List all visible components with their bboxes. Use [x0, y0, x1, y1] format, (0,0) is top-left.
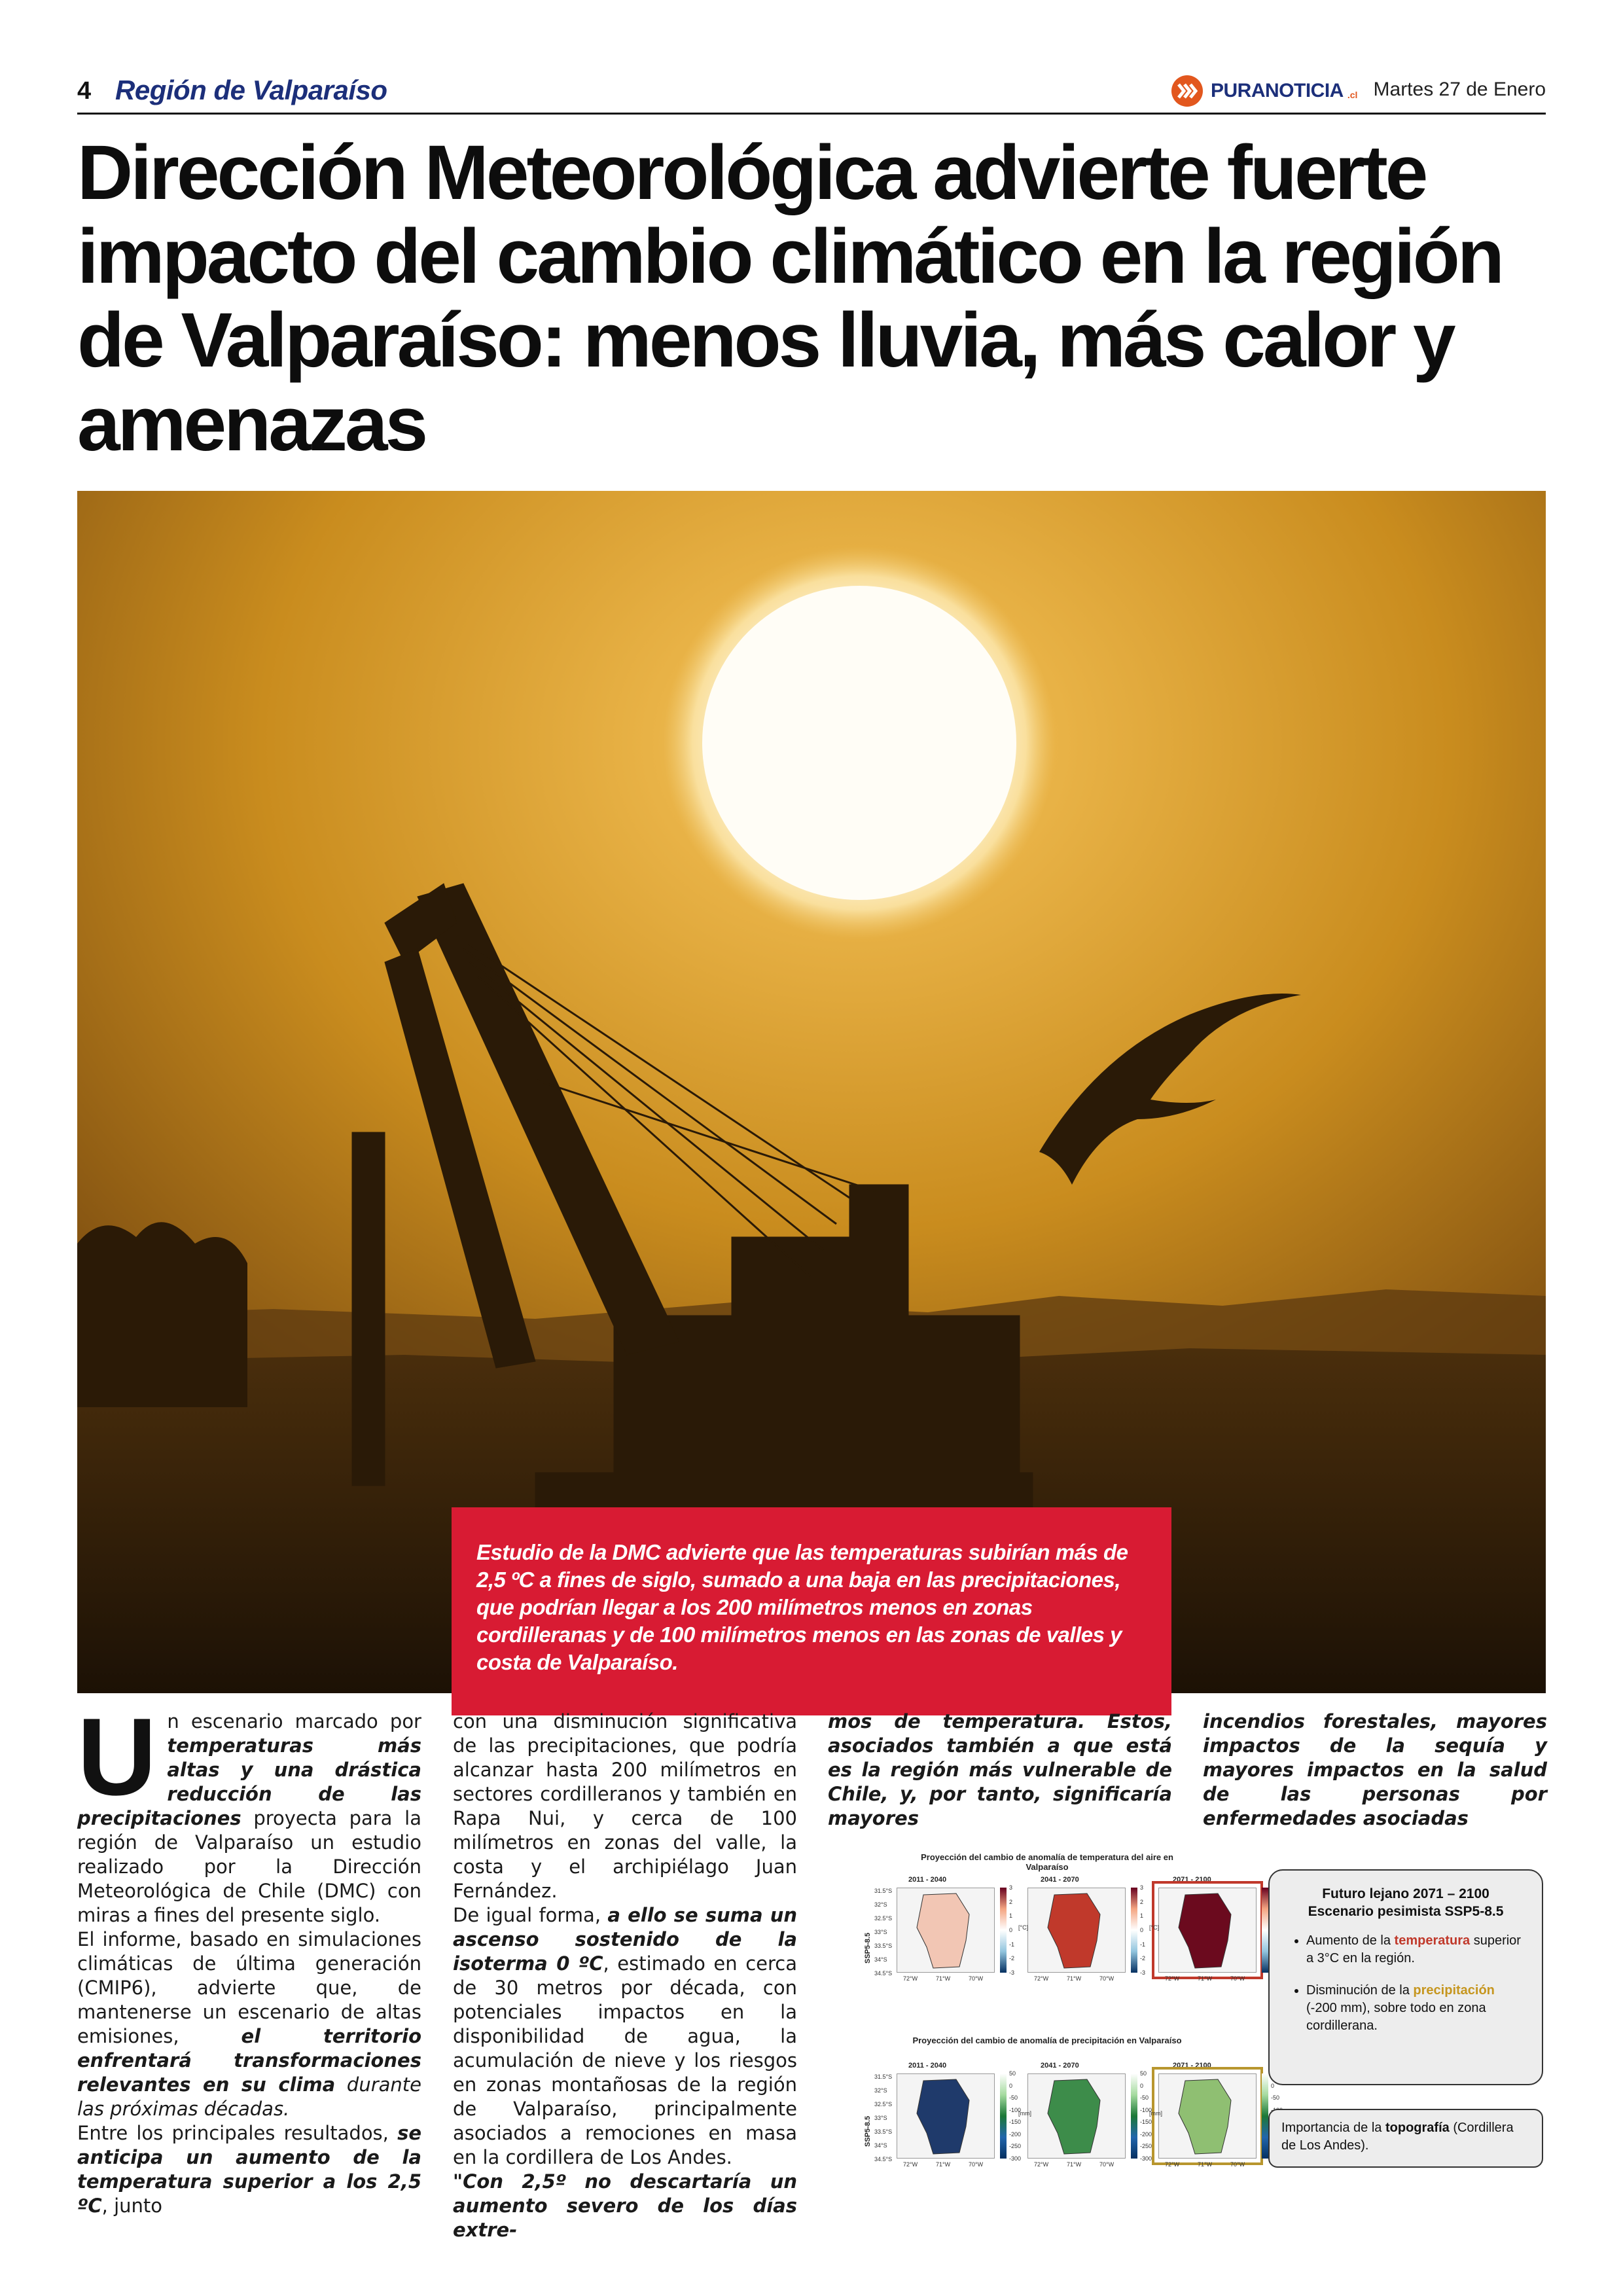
text-span: Aumento de la	[1306, 1933, 1395, 1948]
period-label: 2011 - 2040	[908, 1876, 947, 1884]
temp-map-2011-2040	[897, 1888, 995, 1973]
temperature-scale-tick: 0	[1009, 1927, 1013, 1933]
period-label: 2011 - 2040	[908, 2062, 947, 2070]
longitude-tick: 70°W	[1099, 1975, 1115, 1982]
article-quote	[453, 2170, 797, 2242]
longitude-tick: 70°W	[1230, 1975, 1245, 1982]
latitude-tick: 34°S	[874, 1956, 887, 1963]
article-paragraph	[77, 2121, 421, 2218]
precipitation-scale-tick: -100	[1140, 2106, 1152, 2113]
temperature-scale-tick: 1	[1009, 1912, 1013, 1920]
emphasis: el territorio enfrentará transformaciones relevantes en su clima	[77, 2025, 421, 2096]
temperature-colorbar	[1000, 1888, 1007, 1973]
temperature-scale-tick: -2	[1140, 1955, 1146, 1962]
article-paragraph	[77, 1695, 421, 1928]
latitude-tick: 31.5°S	[874, 1888, 893, 1894]
precip-map-2011-2040	[897, 2073, 995, 2159]
article-column-2	[453, 1710, 797, 2242]
temperature-colorbar	[1262, 1888, 1268, 1973]
emphasis: topografía	[1385, 2121, 1450, 2135]
photo-caption: Estudio de la DMC advierte que las temperaturas subirían más de 2,5 ºC a fines de siglo, sumado a una baja en las precipitaciones, que podrían llegar a los 200 milímetros menos en zonas cordilleranas y de 100 milímetros menos en las zonas de valles y costa de Valparaíso.	[476, 1540, 1128, 1674]
dropcap: U	[77, 1695, 157, 1818]
temp-map-2041-2070	[1027, 1888, 1126, 1973]
brand-logo	[1171, 75, 1357, 107]
emphasis: "Con 2,5º no descartaría un aumento severo de los días extre-	[453, 2170, 797, 2241]
page-number: 4	[77, 77, 92, 105]
temperature-scale-tick: 1	[1140, 1912, 1144, 1920]
latitude-tick: 34.5°S	[874, 2156, 893, 2162]
brand-name: PURANOTICIA	[1211, 80, 1344, 101]
future-scenario-box	[1268, 1869, 1543, 2085]
precipitation-scale-tick: -300	[1140, 2155, 1152, 2162]
latitude-tick: 33.5°S	[874, 2128, 893, 2135]
precipitation-scale-tick: -200	[1140, 2130, 1152, 2138]
precipitation-scale-tick: 50	[1140, 2070, 1147, 2077]
longitude-tick: 71°W	[936, 2161, 951, 2168]
precipitation-scale-tick: -250	[1009, 2143, 1022, 2150]
brand-tld: .cl	[1347, 90, 1358, 100]
emphasis: mos de temperatura. Estos, asociados también a que está es la región más vulnerable de Chile, y, por tanto, significaría mayores	[828, 1710, 1172, 1829]
precipitation-colorbar	[1131, 2073, 1137, 2159]
article-paragraph	[453, 1903, 797, 2170]
temperature-figure-title: Proyección del cambio de anomalía de temperatura del aire en Valparaíso	[921, 1852, 1173, 1872]
issue-date: Martes 27 de Enero	[1373, 79, 1546, 100]
scenario-label: SSP5-8.5	[864, 1932, 872, 1964]
temperature-scale-tick: 3	[1009, 1884, 1013, 1891]
highlight-temperature: temperatura	[1394, 1933, 1471, 1948]
text-span: (-200 mm), sobre todo en zona cordillerana.	[1306, 2001, 1486, 2033]
longitude-tick: 71°W	[936, 1975, 951, 1982]
longitude-tick: 72°W	[903, 2161, 918, 2168]
text-span: superior a 3°C en la región.	[1306, 1933, 1521, 1965]
precip-map-2071-2100	[1158, 2073, 1257, 2159]
longitude-tick: 71°W	[1067, 2161, 1082, 2168]
text-span: El informe, basado en simulaciones climáticas de última generación (CMIP6), advierte que, de mantenerse un escenario de altas emisiones,	[77, 1928, 421, 2047]
temperature-scale-tick: 0	[1140, 1927, 1144, 1933]
longitude-tick: 72°W	[903, 1975, 918, 1982]
colorbar-unit: [mm]	[1018, 2110, 1031, 2117]
precipitation-scale-tick: -150	[1140, 2119, 1152, 2126]
header-rule	[77, 113, 1546, 115]
longitude-tick: 71°W	[1067, 1975, 1082, 1982]
text-span: De igual forma,	[453, 1904, 608, 1926]
longitude-tick: 71°W	[1198, 1975, 1213, 1982]
text-span: , estimado en cerca de 30 metros por década, con potenciales impactos en la disponibilidad de agua, la acumulación de nieve y los riesgos en zonas montañosas de la región de Valparaíso, principalmente asociados a remociones en masa en la cordillera de Los Andes.	[453, 1952, 797, 2168]
longitude-tick: 70°W	[969, 1975, 984, 1982]
precipitation-scale-tick: -300	[1009, 2155, 1022, 2162]
article-column-4	[1203, 1710, 1547, 1831]
article-paragraph	[1203, 1710, 1547, 1831]
highlight-precipitation: precipitación	[1413, 1983, 1495, 1998]
period-label: 2071 - 2100	[1173, 2062, 1211, 2070]
latitude-tick: 32.5°S	[874, 2101, 893, 2108]
future-item-temperature	[1306, 1932, 1522, 1967]
precipitation-colorbar	[1000, 2073, 1007, 2159]
future-box-title	[1289, 1885, 1522, 1920]
article-column-3	[828, 1710, 1172, 1831]
precipitation-scale-tick: 0	[1140, 2082, 1144, 2089]
precipitation-scale-tick: 50	[1009, 2070, 1016, 2077]
precipitation-scale-tick: -100	[1009, 2106, 1022, 2113]
text-span: Importancia de la	[1281, 2121, 1385, 2135]
longitude-tick: 70°W	[1230, 2161, 1245, 2168]
precipitation-scale-tick: -150	[1009, 2119, 1022, 2126]
latitude-tick: 33.5°S	[874, 1943, 893, 1949]
longitude-tick: 72°W	[1165, 1975, 1180, 1982]
text-span: proyecta para la región de Valparaíso un estudio realizado por la Dirección Meteorológica de Chile (DMC) con miras a fines del presente siglo.	[77, 1807, 421, 1926]
article-paragraph: con una disminución significativa de las precipitaciones, que podría alcanzar hasta 200 milímetros en sectores cordilleranos y también en Rapa Nui, y cerca de 100 milímetros en zonas del valle, la costa y el archipiélago Juan Fernández.	[453, 1710, 797, 1902]
longitude-tick: 72°W	[1165, 2161, 1180, 2168]
precipitation-colorbar	[1262, 2073, 1268, 2159]
scenario-label: SSP5-8.5	[864, 2115, 872, 2147]
topography-note-box	[1268, 2109, 1543, 2168]
latitude-tick: 32.5°S	[874, 1915, 893, 1922]
emphasis: incendios forestales, mayores impactos de la sequía y mayores impactos en la salud de las personas por enfermedades asociadas	[1203, 1710, 1547, 1829]
precipitation-scale-tick: -250	[1140, 2143, 1152, 2150]
longitude-tick: 72°W	[1034, 2161, 1049, 2168]
period-label: 2071 - 2100	[1173, 1876, 1211, 1884]
latitude-tick: 34°S	[874, 2142, 887, 2149]
precipitation-scale-tick: -50	[1140, 2094, 1149, 2102]
period-label: 2041 - 2070	[1041, 2062, 1079, 2070]
precipitation-scale-tick: 0	[1009, 2082, 1013, 2089]
text-span: n escenario marcado por	[167, 1710, 421, 1732]
temperature-scale-tick: 2	[1140, 1898, 1144, 1905]
precipitation-figure-title: Proyección del cambio de anomalía de precipitación en Valparaíso	[912, 2036, 1182, 2045]
emphasis: se anticipa un aumento de la temperatura superior a los 2,5 ºC	[77, 2122, 421, 2217]
text-span: Entre los principales resultados,	[77, 2122, 398, 2144]
future-title-line: Escenario pesimista SSP5-8.5	[1308, 1904, 1504, 1919]
longitude-tick: 70°W	[969, 2161, 984, 2168]
temperature-scale-tick: -1	[1140, 1941, 1146, 1948]
text-span: (Cordillera de Los Andes).	[1281, 2121, 1514, 2153]
headline: Dirección Meteorológica advierte fuerte impacto del cambio climático en la región de Valparaíso: menos lluvia, más calor y amenazas	[77, 130, 1502, 467]
temperature-scale-tick: -3	[1140, 1969, 1146, 1976]
latitude-tick: 32°S	[874, 1901, 887, 1908]
longitude-tick: 70°W	[1099, 2161, 1115, 2168]
text-span: Disminución de la	[1306, 1983, 1414, 1998]
temperature-scale-tick: -2	[1009, 1955, 1015, 1962]
article-paragraph	[828, 1710, 1172, 1831]
temperature-colorbar	[1131, 1888, 1137, 1973]
colorbar-unit: [mm]	[1149, 2110, 1162, 2117]
colorbar-unit: [°C]	[1018, 1924, 1029, 1931]
latitude-tick: 33°S	[874, 1929, 887, 1935]
precipitation-scale-tick: -50	[1271, 2094, 1280, 2102]
text-span: , junto	[101, 2195, 163, 2217]
temp-map-2071-2100	[1158, 1888, 1257, 1973]
section-title: Región de Valparaíso	[115, 75, 387, 105]
precipitation-scale-tick: -50	[1009, 2094, 1018, 2102]
latitude-tick: 34.5°S	[874, 1970, 893, 1977]
precipitation-scale-tick: -200	[1009, 2130, 1022, 2138]
colorbar-unit: [°C]	[1149, 1924, 1160, 1931]
temperature-scale-tick: 2	[1009, 1898, 1013, 1905]
precip-map-2041-2070	[1027, 2073, 1126, 2159]
text-span: durante las próximas décadas.	[77, 2073, 422, 2120]
longitude-tick: 72°W	[1034, 1975, 1049, 1982]
temperature-scale-tick: -3	[1009, 1969, 1015, 1976]
temperature-scale-tick: -1	[1009, 1941, 1015, 1948]
longitude-tick: 71°W	[1198, 2161, 1213, 2168]
emphasis: temperaturas más altas y una drástica reducción de las precipitaciones	[77, 1734, 421, 1829]
future-title-line: Futuro lejano 2071 – 2100	[1322, 1886, 1489, 1901]
emphasis: a ello se suma un ascenso sostenido de la isoterma 0 ºC	[453, 1904, 797, 1975]
latitude-tick: 32°S	[874, 2087, 887, 2094]
future-item-precipitation	[1306, 1982, 1522, 2035]
precipitation-scale-tick: 0	[1271, 2082, 1275, 2089]
period-label: 2041 - 2070	[1041, 1876, 1079, 1884]
latitude-tick: 33°S	[874, 2115, 887, 2121]
photo-caption-box	[452, 1507, 1171, 1715]
temperature-scale-tick: 3	[1140, 1884, 1144, 1891]
brand-chevrons-icon	[1171, 75, 1203, 107]
article-paragraph	[77, 1928, 421, 2121]
article-column-1	[77, 1695, 422, 2218]
latitude-tick: 31.5°S	[874, 2073, 893, 2080]
